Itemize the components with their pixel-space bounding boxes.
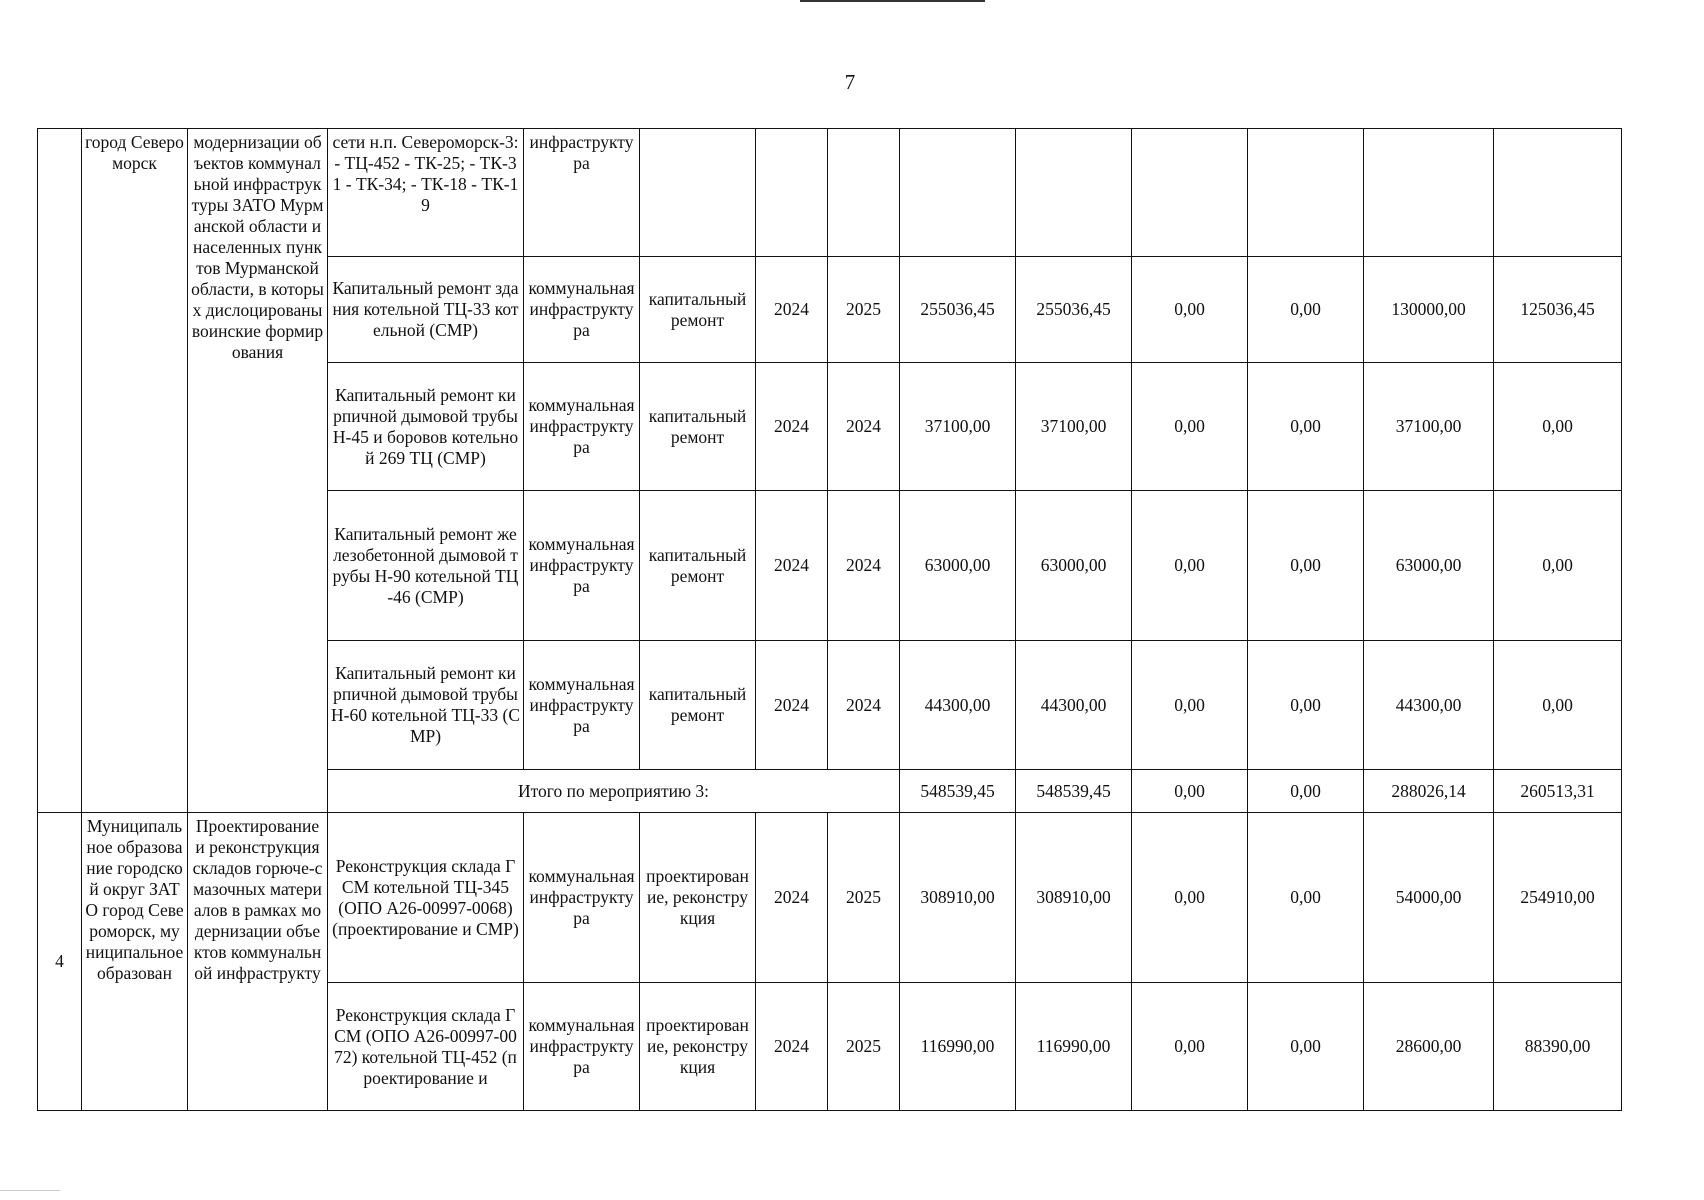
amount-cell: 0,00 (1248, 257, 1364, 363)
bottom-edge-mark (0, 1190, 60, 1191)
object-type-cell: коммунальная инфраструктура (524, 257, 640, 363)
amount-cell (1132, 129, 1248, 257)
start-year-cell: 2024 (756, 363, 828, 491)
start-year-cell: 2024 (756, 983, 828, 1111)
start-year-cell (756, 129, 828, 257)
total-cell: 63000,00 (900, 491, 1016, 641)
amount-cell: 125036,45 (1494, 257, 1622, 363)
object-cell: Капитальный ремонт здания котельной ТЦ-33 котельной (СМР) (328, 257, 524, 363)
table-row (38, 813, 1622, 983)
amount-cell: 44300,00 (1016, 641, 1132, 770)
total-cell: 116990,00 (900, 983, 1016, 1111)
amount-cell (1364, 129, 1494, 257)
subtotal-total-cell: 548539,45 (900, 770, 1016, 813)
top-edge-mark (800, 0, 985, 2)
amount-cell: 0,00 (1132, 257, 1248, 363)
total-cell (900, 129, 1016, 257)
amount-cell: 116990,00 (1016, 983, 1132, 1111)
index-cell: 4 (38, 813, 82, 1111)
amount-cell: 0,00 (1248, 983, 1364, 1111)
end-year-cell: 2025 (828, 813, 900, 983)
work-kind-cell: проектирование, реконструкция (640, 813, 756, 983)
subtotal-amount-cell: 288026,14 (1364, 770, 1494, 813)
amount-cell: 0,00 (1494, 491, 1622, 641)
page-number: 7 (844, 70, 856, 94)
amount-cell: 37100,00 (1016, 363, 1132, 491)
end-year-cell: 2024 (828, 641, 900, 770)
subtotal-amount-cell: 0,00 (1132, 770, 1248, 813)
work-kind-cell: капитальный ремонт (640, 491, 756, 641)
object-type-cell: инфраструктура (524, 129, 640, 257)
end-year-cell: 2025 (828, 983, 900, 1111)
end-year-cell: 2025 (828, 257, 900, 363)
amount-cell: 63000,00 (1016, 491, 1132, 641)
amount-cell: 0,00 (1494, 363, 1622, 491)
total-cell: 255036,45 (900, 257, 1016, 363)
total-cell: 44300,00 (900, 641, 1016, 770)
object-type-cell: коммунальная инфраструктура (524, 983, 640, 1111)
amount-cell (1248, 129, 1364, 257)
work-kind-cell: капитальный ремонт (640, 641, 756, 770)
amount-cell: 0,00 (1494, 641, 1622, 770)
object-cell: Капитальный ремонт кирпичной дымовой трубы Н-45 и боровов котельной 269 ТЦ (СМР) (328, 363, 524, 491)
amount-cell (1494, 129, 1622, 257)
amount-cell: 0,00 (1132, 641, 1248, 770)
table-row (38, 129, 1622, 257)
object-type-cell: коммунальная инфраструктура (524, 813, 640, 983)
amount-cell: 28600,00 (1364, 983, 1494, 1111)
amount-cell: 63000,00 (1364, 491, 1494, 641)
end-year-cell: 2024 (828, 363, 900, 491)
object-type-cell: коммунальная инфраструктура (524, 641, 640, 770)
amount-cell: 0,00 (1248, 363, 1364, 491)
subtotal-amount-cell: 0,00 (1248, 770, 1364, 813)
work-kind-cell: проектирование, реконструкция (640, 983, 756, 1111)
start-year-cell: 2024 (756, 641, 828, 770)
amount-cell: 0,00 (1248, 491, 1364, 641)
amount-cell: 0,00 (1132, 813, 1248, 983)
end-year-cell: 2024 (828, 491, 900, 641)
work-kind-cell: капитальный ремонт (640, 257, 756, 363)
work-kind-cell: капитальный ремонт (640, 363, 756, 491)
amount-cell: 130000,00 (1364, 257, 1494, 363)
total-cell: 308910,00 (900, 813, 1016, 983)
object-cell: сети н.п. Североморск-3: - ТЦ-452 - ТК-25; - ТК-31 - ТК-34; - ТК-18 - ТК-19 (328, 129, 524, 257)
subtotal-label: Итого по мероприятию 3: (328, 770, 900, 813)
amount-cell (1016, 129, 1132, 257)
start-year-cell: 2024 (756, 491, 828, 641)
program-table (37, 128, 1622, 1111)
amount-cell: 0,00 (1248, 641, 1364, 770)
object-type-cell: коммунальная инфраструктура (524, 491, 640, 641)
subtotal-amount-cell: 548539,45 (1016, 770, 1132, 813)
amount-cell: 54000,00 (1364, 813, 1494, 983)
amount-cell: 255036,45 (1016, 257, 1132, 363)
object-cell: Капитальный ремонт железобетонной дымовой трубы Н-90 котельной ТЦ-46 (СМР) (328, 491, 524, 641)
subtotal-amount-cell: 260513,31 (1494, 770, 1622, 813)
amount-cell: 44300,00 (1364, 641, 1494, 770)
amount-cell: 254910,00 (1494, 813, 1622, 983)
object-type-cell: коммунальная инфраструктура (524, 363, 640, 491)
amount-cell: 0,00 (1132, 363, 1248, 491)
start-year-cell: 2024 (756, 813, 828, 983)
event-cell: модернизации объектов коммунальной инфраструктуры ЗАТО Мурманской области и населенных пунктов Мурманской области, в которых дислоцированы воинские формирования (188, 129, 328, 813)
municipality-cell: Муниципальное образование городской округ ЗАТО город Североморск, муниципальное образован (82, 813, 188, 1111)
amount-cell: 0,00 (1132, 491, 1248, 641)
total-cell: 37100,00 (900, 363, 1016, 491)
amount-cell: 88390,00 (1494, 983, 1622, 1111)
amount-cell: 37100,00 (1364, 363, 1494, 491)
index-cell (38, 129, 82, 813)
object-cell: Реконструкция склада ГСМ (ОПО А26-00997-0072) котельной ТЦ-452 (проектирование и (328, 983, 524, 1111)
event-cell: Проектирование и реконструкция складов горюче-смазочных материалов в рамках модернизации объектов коммунальной инфраструкту (188, 813, 328, 1111)
amount-cell: 0,00 (1132, 983, 1248, 1111)
amount-cell: 0,00 (1248, 813, 1364, 983)
start-year-cell: 2024 (756, 257, 828, 363)
work-kind-cell (640, 129, 756, 257)
object-cell: Капитальный ремонт кирпичной дымовой трубы Н-60 котельной ТЦ-33 (СМР) (328, 641, 524, 770)
amount-cell: 308910,00 (1016, 813, 1132, 983)
object-cell: Реконструкция склада ГСМ котельной ТЦ-345 (ОПО А26-00997-0068) (проектирование и СМР) (328, 813, 524, 983)
municipality-cell: город Североморск (82, 129, 188, 813)
end-year-cell (828, 129, 900, 257)
